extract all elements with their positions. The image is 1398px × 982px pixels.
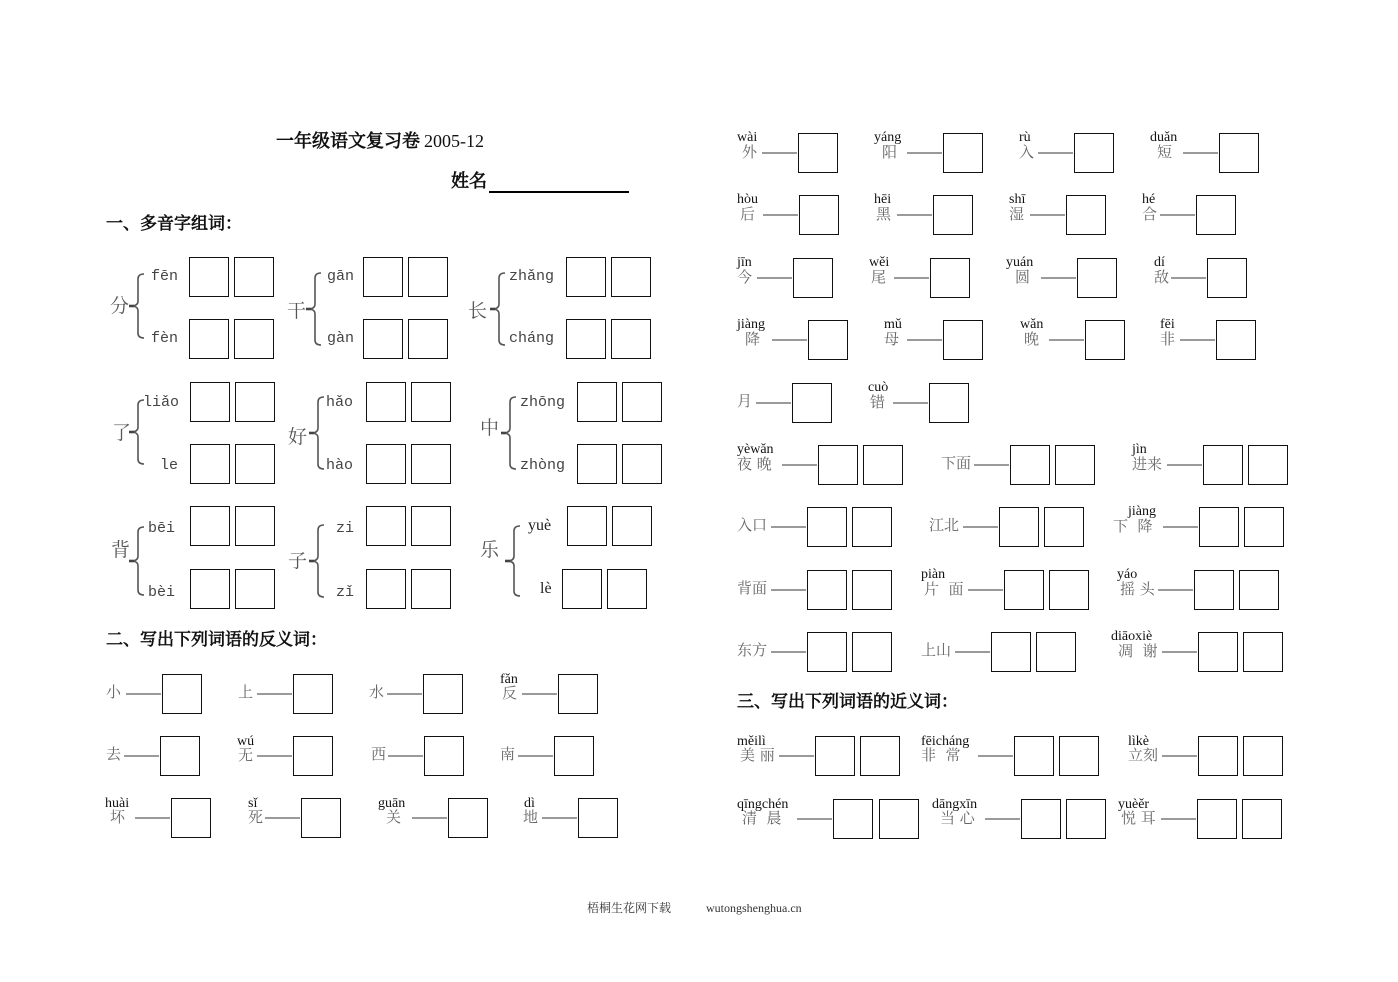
brace-icon xyxy=(129,526,145,596)
brace-icon xyxy=(501,396,517,470)
connector-line xyxy=(1030,214,1065,216)
answer-box xyxy=(301,798,341,838)
answer-box xyxy=(622,382,662,422)
footer-source: 梧桐生花网下载 xyxy=(587,901,672,915)
brace-icon xyxy=(505,525,521,597)
connector-line xyxy=(1162,755,1197,757)
brace-icon xyxy=(309,524,325,598)
answer-box xyxy=(622,444,662,484)
answer-box xyxy=(1248,445,1288,485)
pinyin: mǔ xyxy=(884,317,902,332)
connector-line xyxy=(968,589,1003,591)
pinyin: wài xyxy=(737,130,758,145)
pinyin: piàn xyxy=(921,567,946,582)
word: 坏 xyxy=(110,808,126,826)
answer-box xyxy=(1198,632,1238,672)
answer-box xyxy=(1203,445,1243,485)
polyphone-char: 了 xyxy=(112,422,132,444)
page-title xyxy=(276,131,484,152)
pinyin: shī xyxy=(1009,192,1026,207)
answer-box xyxy=(611,257,651,297)
answer-box xyxy=(567,506,607,546)
answer-box xyxy=(930,258,970,298)
answer-box xyxy=(1085,320,1125,360)
pinyin: fēn xyxy=(151,268,179,285)
connector-line xyxy=(265,817,300,819)
connector-line xyxy=(1161,818,1196,820)
pinyin: dì xyxy=(524,796,535,811)
answer-box xyxy=(363,257,403,297)
connector-line xyxy=(978,755,1013,757)
answer-box xyxy=(833,799,873,839)
answer-box xyxy=(189,319,229,359)
pinyin: huài xyxy=(105,796,130,811)
answer-box xyxy=(1004,570,1044,610)
answer-box xyxy=(792,383,832,423)
polyphone-char: 长 xyxy=(468,300,488,322)
word: 片 面 xyxy=(924,580,964,598)
pinyin: zi xyxy=(336,520,355,537)
brace-icon xyxy=(309,396,325,470)
pinyin: fēicháng xyxy=(921,734,970,749)
answer-box xyxy=(1014,736,1054,776)
word: 短 xyxy=(1157,143,1173,161)
answer-box xyxy=(235,506,275,546)
answer-box xyxy=(366,569,406,609)
connector-line xyxy=(542,817,577,819)
connector-line xyxy=(1038,152,1073,154)
answer-box xyxy=(852,570,892,610)
answer-box xyxy=(411,506,451,546)
connector-line xyxy=(762,152,797,154)
word: 非 xyxy=(1160,330,1176,348)
word: 西 xyxy=(371,745,387,763)
connector-line xyxy=(955,651,990,653)
word: 湿 xyxy=(1009,205,1025,223)
answer-box xyxy=(577,444,617,484)
pinyin: duǎn xyxy=(1150,130,1178,145)
answer-box xyxy=(1077,258,1117,298)
word: 清 晨 xyxy=(742,809,782,827)
connector-line xyxy=(907,152,942,154)
word: 今 xyxy=(737,268,753,286)
answer-box xyxy=(1021,799,1061,839)
answer-box xyxy=(798,133,838,173)
polyphone-char: 干 xyxy=(287,300,307,322)
word: 后 xyxy=(740,205,756,223)
word: 黑 xyxy=(876,205,892,223)
answer-box xyxy=(408,257,448,297)
answer-box xyxy=(577,382,617,422)
pinyin: jìn xyxy=(1132,442,1147,457)
word: 摇 头 xyxy=(1120,580,1155,598)
answer-box xyxy=(366,444,406,484)
word: 尾 xyxy=(871,268,887,286)
answer-box xyxy=(799,195,839,235)
answer-box xyxy=(793,258,833,298)
word: 月 xyxy=(737,392,753,410)
pinyin: měilì xyxy=(737,734,766,749)
answer-box xyxy=(943,133,983,173)
word: 关 xyxy=(386,808,402,826)
pinyin: gān xyxy=(327,268,355,285)
pinyin: jiàng xyxy=(737,317,765,332)
section1-heading: 一、多音字组词： xyxy=(106,214,242,234)
brace-icon xyxy=(490,272,506,346)
word: 小 xyxy=(106,683,122,701)
connector-line xyxy=(387,693,422,695)
pinyin: yuèěr xyxy=(1118,797,1150,812)
word: 合 xyxy=(1142,205,1158,223)
answer-box xyxy=(852,632,892,672)
word: 上 xyxy=(238,683,254,701)
pinyin: zhòng xyxy=(520,457,566,474)
connector-line xyxy=(522,693,557,695)
answer-box xyxy=(999,507,1039,547)
answer-box xyxy=(235,382,275,422)
word: 圆 xyxy=(1015,268,1031,286)
polyphone-char: 分 xyxy=(110,295,130,317)
word: 敌 xyxy=(1154,268,1170,286)
answer-box xyxy=(1044,507,1084,547)
word: 南 xyxy=(500,745,516,763)
answer-box xyxy=(1239,570,1279,610)
answer-box xyxy=(1066,195,1106,235)
pinyin: dí xyxy=(1154,255,1165,270)
answer-box xyxy=(807,632,847,672)
connector-line xyxy=(893,402,928,404)
pinyin: wěi xyxy=(869,255,890,270)
word: 美 丽 xyxy=(740,746,775,764)
answer-box xyxy=(554,736,594,776)
connector-line xyxy=(907,339,942,341)
pinyin: guān xyxy=(378,796,406,811)
word: 江北 xyxy=(929,516,960,534)
word: 晚 xyxy=(1024,330,1040,348)
answer-box xyxy=(1074,133,1114,173)
word: 水 xyxy=(369,683,385,701)
answer-box xyxy=(808,320,848,360)
connector-line xyxy=(388,755,423,757)
answer-box xyxy=(293,674,333,714)
connector-line xyxy=(1180,339,1215,341)
answer-box xyxy=(171,798,211,838)
word: 母 xyxy=(884,330,900,348)
connector-line xyxy=(1160,214,1195,216)
connector-line xyxy=(756,402,791,404)
answer-box xyxy=(1196,195,1236,235)
pinyin: zhǎng xyxy=(509,268,555,285)
word: 死 xyxy=(248,808,264,826)
word: 进来 xyxy=(1132,455,1163,473)
answer-box xyxy=(448,798,488,838)
pinyin: lìkè xyxy=(1128,734,1149,749)
answer-box xyxy=(235,569,275,609)
answer-box xyxy=(1055,445,1095,485)
pinyin: yèwǎn xyxy=(737,442,774,457)
answer-box xyxy=(558,674,598,714)
pinyin: yáng xyxy=(874,130,902,145)
pinyin: wú xyxy=(237,734,255,749)
answer-box xyxy=(190,506,230,546)
answer-box xyxy=(411,444,451,484)
pinyin: wǎn xyxy=(1020,317,1044,332)
answer-box xyxy=(1243,632,1283,672)
pinyin: jīn xyxy=(737,255,752,270)
answer-box xyxy=(1059,736,1099,776)
pinyin: yuè xyxy=(528,517,552,534)
answer-box xyxy=(1066,799,1106,839)
connector-line xyxy=(1167,464,1202,466)
word: 上山 xyxy=(921,641,952,659)
answer-box xyxy=(860,736,900,776)
answer-box xyxy=(190,569,230,609)
answer-box xyxy=(1194,570,1234,610)
word: 下 降 xyxy=(1113,517,1153,535)
answer-box xyxy=(933,195,973,235)
answer-box xyxy=(190,382,230,422)
connector-line xyxy=(894,277,929,279)
answer-box xyxy=(234,257,274,297)
word: 立刻 xyxy=(1128,746,1159,764)
answer-box xyxy=(815,736,855,776)
connector-line xyxy=(772,339,807,341)
connector-line xyxy=(963,526,998,528)
word: 非 常 xyxy=(921,746,961,764)
connector-line xyxy=(1049,339,1084,341)
answer-box xyxy=(1243,736,1283,776)
connector-line xyxy=(779,755,814,757)
pinyin: zǐ xyxy=(336,584,355,601)
polyphone-char: 背 xyxy=(111,539,131,561)
answer-box xyxy=(818,445,858,485)
answer-box xyxy=(943,320,983,360)
answer-box xyxy=(991,632,1031,672)
answer-box xyxy=(612,506,652,546)
connector-line xyxy=(1183,152,1218,154)
word: 错 xyxy=(870,393,886,411)
connector-line xyxy=(412,817,447,819)
answer-box xyxy=(1216,320,1256,360)
pinyin: rù xyxy=(1019,130,1031,145)
polyphone-char: 子 xyxy=(288,550,308,572)
word: 背面 xyxy=(737,579,768,597)
connector-line xyxy=(1162,651,1197,653)
word: 降 xyxy=(745,330,761,348)
word: 下面 xyxy=(941,454,972,472)
answer-box xyxy=(1197,799,1237,839)
name-label: 姓名 xyxy=(451,171,487,192)
word: 入口 xyxy=(737,516,768,534)
answer-box xyxy=(189,257,229,297)
pinyin: liǎo xyxy=(143,394,180,411)
answer-box xyxy=(366,506,406,546)
connector-line xyxy=(1163,526,1198,528)
pinyin: jiàng xyxy=(1128,504,1156,519)
answer-box xyxy=(562,569,602,609)
word: 外 xyxy=(742,143,758,161)
connector-line xyxy=(124,755,159,757)
footer-site: wutongshenghua.cn xyxy=(706,901,802,915)
answer-box xyxy=(363,319,403,359)
answer-box xyxy=(160,736,200,776)
section2-heading: 二、写出下列词语的反义词： xyxy=(106,630,327,650)
word: 地 xyxy=(523,808,539,826)
answer-box xyxy=(190,444,230,484)
answer-box xyxy=(807,570,847,610)
pinyin: yuán xyxy=(1006,255,1034,270)
pinyin: bēi xyxy=(148,520,176,537)
connector-line xyxy=(797,818,832,820)
word: 悦 耳 xyxy=(1121,809,1156,827)
answer-box xyxy=(1198,736,1238,776)
pinyin: hǎo xyxy=(326,394,354,411)
connector-line xyxy=(1041,277,1076,279)
connector-line xyxy=(897,214,932,216)
pinyin: dāngxīn xyxy=(932,797,978,812)
pinyin: fèn xyxy=(151,330,179,347)
answer-box xyxy=(366,382,406,422)
answer-box xyxy=(929,383,969,423)
answer-box xyxy=(863,445,903,485)
answer-box xyxy=(162,674,202,714)
word: 凋 谢 xyxy=(1118,642,1158,660)
polyphone-char: 乐 xyxy=(480,539,500,561)
answer-box xyxy=(1049,570,1089,610)
answer-box xyxy=(411,382,451,422)
connector-line xyxy=(974,464,1009,466)
brace-icon xyxy=(129,273,145,339)
connector-line xyxy=(257,755,292,757)
pinyin: zhōng xyxy=(520,394,566,411)
answer-box xyxy=(408,319,448,359)
answer-box xyxy=(234,319,274,359)
pinyin: sǐ xyxy=(248,796,258,811)
pinyin: bèi xyxy=(148,584,176,601)
answer-box xyxy=(578,798,618,838)
polyphone-char: 好 xyxy=(288,426,308,448)
connector-line xyxy=(757,277,792,279)
title-date: 2005-12 xyxy=(424,131,484,151)
answer-box xyxy=(423,674,463,714)
connector-line xyxy=(771,526,806,528)
word: 反 xyxy=(502,684,518,702)
answer-box xyxy=(1036,632,1076,672)
pinyin: lè xyxy=(540,580,552,597)
answer-box xyxy=(611,319,651,359)
pinyin: cháng xyxy=(509,330,555,347)
pinyin: diāoxiè xyxy=(1111,629,1153,644)
connector-line xyxy=(985,818,1020,820)
pinyin: hòu xyxy=(737,192,758,207)
title-text: 一年级语文复习卷 xyxy=(276,131,420,152)
answer-box xyxy=(1199,507,1239,547)
word: 东方 xyxy=(737,641,768,659)
word: 去 xyxy=(106,745,122,763)
answer-box xyxy=(607,569,647,609)
pinyin: hēi xyxy=(874,192,892,207)
word: 入 xyxy=(1019,143,1035,161)
pinyin: fǎn xyxy=(500,672,518,687)
answer-box xyxy=(1244,507,1284,547)
section3-heading: 三、写出下列词语的近义词： xyxy=(737,692,958,712)
pinyin: fēi xyxy=(1160,317,1175,332)
pinyin: cuò xyxy=(868,380,889,395)
word: 当 心 xyxy=(940,809,975,827)
connector-line xyxy=(257,693,292,695)
connector-line xyxy=(771,589,806,591)
pinyin: hào xyxy=(326,457,354,474)
word: 无 xyxy=(238,746,254,764)
connector-line xyxy=(1158,589,1193,591)
answer-box xyxy=(424,736,464,776)
answer-box xyxy=(852,507,892,547)
pinyin: yáo xyxy=(1117,567,1138,582)
connector-line xyxy=(782,464,817,466)
pinyin: le xyxy=(160,457,179,474)
name-blank-line xyxy=(489,191,629,193)
answer-box xyxy=(1242,799,1282,839)
connector-line xyxy=(135,817,170,819)
answer-box xyxy=(566,257,606,297)
answer-box xyxy=(807,507,847,547)
answer-box xyxy=(879,799,919,839)
connector-line xyxy=(518,755,553,757)
answer-box xyxy=(566,319,606,359)
pinyin: hé xyxy=(1142,192,1156,207)
pinyin: gàn xyxy=(327,330,355,347)
pinyin: qīngchén xyxy=(737,797,789,812)
answer-box xyxy=(1219,133,1259,173)
answer-box xyxy=(293,736,333,776)
connector-line xyxy=(771,651,806,653)
polyphone-char: 中 xyxy=(480,417,500,439)
word: 阳 xyxy=(882,143,898,161)
connector-line xyxy=(763,214,798,216)
answer-box xyxy=(1207,258,1247,298)
word: 夜 晚 xyxy=(737,455,772,473)
answer-box xyxy=(411,569,451,609)
answer-box xyxy=(1010,445,1050,485)
answer-box xyxy=(235,444,275,484)
connector-line xyxy=(1171,277,1206,279)
connector-line xyxy=(126,693,161,695)
brace-icon xyxy=(306,272,322,346)
